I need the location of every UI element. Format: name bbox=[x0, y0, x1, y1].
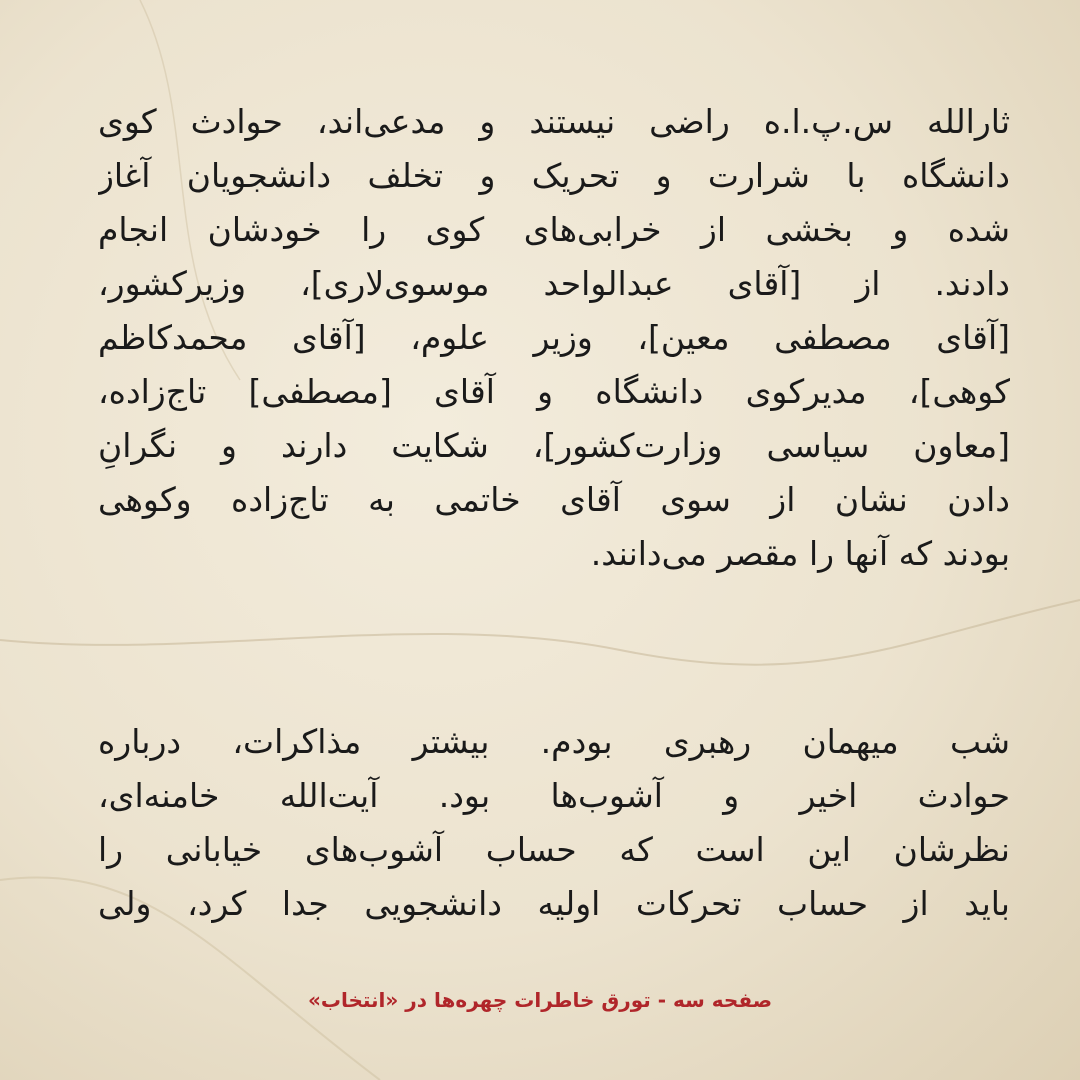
text-line: شب میهمان رهبری بودم. بیشتر مذاکرات، درباره bbox=[98, 722, 1010, 761]
text-line: [معاون سیاسی وزارت‌کشور]، شکایت دارند و نگرانِ bbox=[98, 426, 1010, 465]
text-line: کوهی]، مدیرکوی دانشگاه و آقای [مصطفی] تاج‌زاده، bbox=[98, 372, 1010, 411]
text-line: حوادث اخیر و آشوب‌ها بود. آیت‌الله خامنه‌ای، bbox=[98, 776, 1010, 815]
text-line: دانشگاه با شرارت و تحریک و تخلف دانشجویان آغاز bbox=[98, 156, 1010, 195]
page-footer: صفحه سه - تورق خاطرات چهره‌ها در «انتخاب» bbox=[307, 988, 773, 1012]
text-line: [آقای مصطفی معین]، وزیر علوم، [آقای محمدکاظم bbox=[98, 318, 1010, 357]
text-line: باید از حساب تحرکات اولیه دانشجویی جدا کرد، ولی bbox=[98, 884, 1010, 923]
text-line: نظرشان این است که حساب آشوب‌های خیابانی را bbox=[98, 830, 1010, 869]
text-line: شده و بخشی از خرابی‌های کوی را خودشان انجام bbox=[98, 210, 1010, 249]
paragraph-2 bbox=[98, 715, 1010, 931]
text-line: دادن نشان از سوی آقای خاتمی به تاج‌زاده وکوهی bbox=[98, 480, 1010, 519]
text-line: ثارالله س.پ.ا.ه راضی نیستند و مدعی‌اند، حوادث کوی bbox=[98, 102, 1010, 141]
text-line: بودند که آنها را مقصر می‌دانند. bbox=[590, 534, 1010, 573]
paragraph-1 bbox=[98, 95, 1010, 581]
text-line: دادند. از [آقای عبدالواحد موسوی‌لاری]، وزیرکشور، bbox=[98, 264, 1010, 303]
